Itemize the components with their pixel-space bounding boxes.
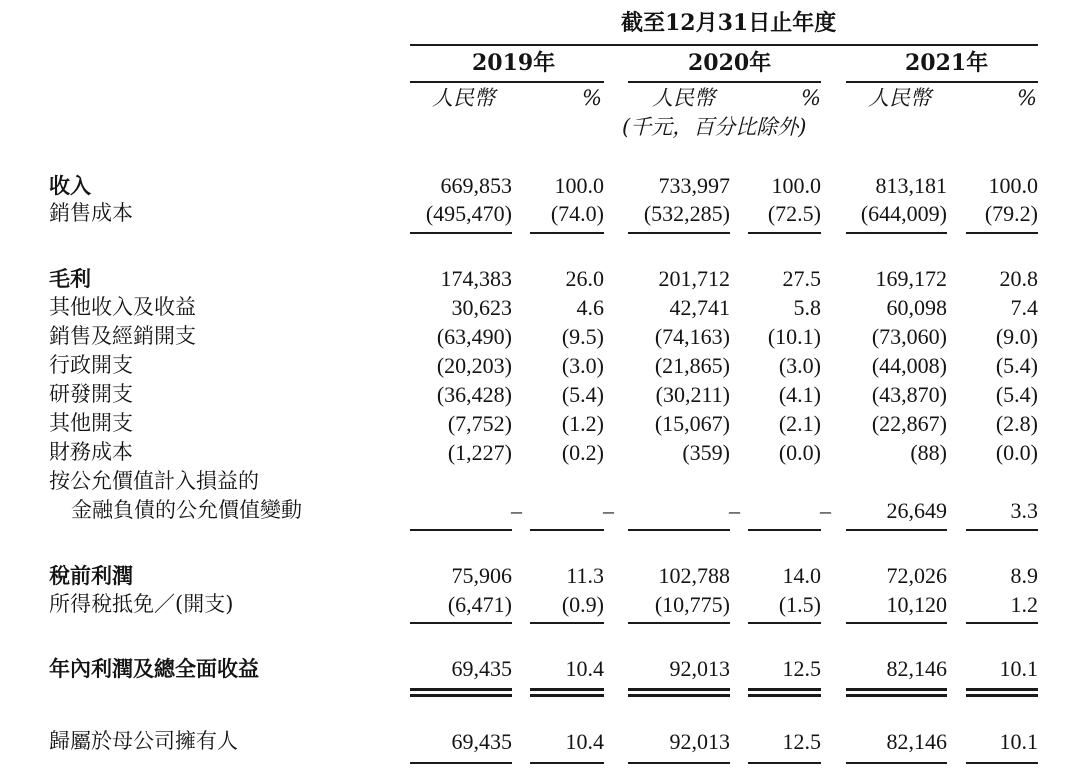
year-2019-rule (410, 81, 604, 83)
single-underline (966, 762, 1038, 764)
currency-label-2021: 人民幣 (868, 86, 931, 110)
currency-label-2019: 人民幣 (432, 86, 495, 110)
year-2021-header: 2021年 (905, 50, 989, 76)
row-value: 82,146 (886, 656, 947, 681)
double-underline (748, 688, 821, 697)
row-value: 12.5 (782, 656, 821, 681)
row-value: 174,383 (440, 266, 512, 291)
row-value: (74,163) (654, 324, 730, 349)
row-value: 3.3 (1010, 498, 1038, 523)
double-underline (846, 688, 947, 697)
row-value: 75,906 (451, 563, 512, 588)
row-value: (79.2) (984, 201, 1038, 226)
row-value: 26.0 (565, 266, 604, 291)
row-value: – (511, 498, 522, 523)
percent-label-2021: % (1017, 86, 1037, 110)
single-underline (628, 762, 730, 764)
row-value: 169,172 (875, 266, 947, 291)
row-value: (15,067) (654, 411, 730, 436)
row-value: (36,428) (436, 382, 512, 407)
row-value: (43,870) (871, 382, 947, 407)
single-underline (410, 762, 512, 764)
row-value: (30,211) (655, 382, 730, 407)
single-underline (846, 762, 947, 764)
row-value: – (603, 498, 614, 523)
row-value: 10.1 (999, 729, 1038, 754)
double-underline (530, 688, 604, 697)
row-label: 銷售及經銷開支 (49, 324, 196, 348)
row-label: 其他收入及收益 (49, 295, 196, 319)
single-underline (410, 529, 512, 531)
single-underline (530, 622, 604, 624)
row-value: (10,775) (654, 592, 730, 617)
row-value: (1.2) (561, 411, 604, 436)
row-label: 財務成本 (49, 440, 133, 464)
single-underline (966, 529, 1038, 531)
row-label: 稅前利潤 (49, 563, 133, 588)
single-underline (530, 762, 604, 764)
row-value: 30,623 (451, 295, 512, 320)
row-value: (5.4) (995, 382, 1038, 407)
row-value: 100.0 (988, 173, 1038, 198)
row-label: 其他開支 (49, 411, 133, 435)
single-underline (530, 232, 604, 234)
row-value: 201,712 (658, 266, 730, 291)
row-value: (72.5) (767, 201, 821, 226)
row-value: (495,470) (425, 201, 512, 226)
single-underline (530, 529, 604, 531)
single-underline (628, 529, 730, 531)
percent-label-2019: % (582, 86, 602, 110)
row-value: (532,285) (643, 201, 730, 226)
single-underline (628, 622, 730, 624)
row-value: 10,120 (886, 592, 947, 617)
single-underline (966, 622, 1038, 624)
row-value: 5.8 (793, 295, 821, 320)
row-value: (20,203) (436, 353, 512, 378)
row-value: (74.0) (550, 201, 604, 226)
row-value: 92,013 (669, 656, 730, 681)
header-rule (410, 44, 1038, 46)
row-value: 42,741 (669, 295, 730, 320)
row-value: (9.0) (995, 324, 1038, 349)
year-2020-header: 2020年 (688, 50, 772, 76)
row-label: 按公允價值計入損益的 (49, 469, 259, 493)
row-value: 20.8 (999, 266, 1038, 291)
row-value: (0.0) (778, 440, 821, 465)
row-value: 12.5 (782, 729, 821, 754)
row-value: 82,146 (886, 729, 947, 754)
row-value: 60,098 (886, 295, 947, 320)
row-value: (2.1) (778, 411, 821, 436)
row-label: 歸屬於母公司擁有人 (49, 729, 238, 753)
double-underline (966, 688, 1038, 697)
row-value: 92,013 (669, 729, 730, 754)
row-value: 100.0 (771, 173, 821, 198)
row-value: (7,752) (447, 411, 512, 436)
row-value: (1.5) (778, 592, 821, 617)
row-value: 11.3 (566, 563, 604, 588)
single-underline (628, 232, 730, 234)
row-value: (6,471) (447, 592, 512, 617)
row-label: 行政開支 (49, 353, 133, 377)
row-value: (2.8) (995, 411, 1038, 436)
row-value: (3.0) (778, 353, 821, 378)
row-value: (644,009) (860, 201, 947, 226)
row-value: (0.0) (995, 440, 1038, 465)
row-value: 72,026 (886, 563, 947, 588)
row-value: 10.4 (565, 656, 604, 681)
single-underline (966, 232, 1038, 234)
row-value: 813,181 (875, 173, 947, 198)
row-value: 69,435 (451, 656, 512, 681)
percent-label-2020: % (801, 86, 821, 110)
row-label: 毛利 (49, 266, 91, 291)
row-value: 10.1 (999, 656, 1038, 681)
row-value: 669,853 (440, 173, 512, 198)
row-value: (359) (682, 440, 730, 465)
row-value: (9.5) (561, 324, 604, 349)
row-value: (63,490) (436, 324, 512, 349)
row-label: 金融負債的公允價值變動 (71, 498, 302, 522)
row-value: – (729, 498, 740, 523)
single-underline (846, 622, 947, 624)
row-value: 7.4 (1010, 295, 1038, 320)
row-value: (0.9) (561, 592, 604, 617)
double-underline (410, 688, 512, 697)
row-value: (73,060) (871, 324, 947, 349)
single-underline (748, 622, 821, 624)
row-value: 1.2 (1010, 592, 1038, 617)
row-value: (88) (910, 440, 947, 465)
year-2020-rule (628, 81, 821, 83)
row-value: (10.1) (767, 324, 821, 349)
single-underline (846, 529, 947, 531)
row-value: 4.6 (576, 295, 604, 320)
row-label: 年內利潤及總全面收益 (49, 656, 259, 681)
row-value: 26,649 (886, 498, 947, 523)
currency-label-2020: 人民幣 (652, 86, 715, 110)
single-underline (846, 232, 947, 234)
row-value: (1,227) (447, 440, 512, 465)
row-label: 所得稅抵免／(開支) (49, 592, 234, 616)
row-value: (0.2) (561, 440, 604, 465)
unit-note: (千元，百分比除外) (622, 115, 807, 139)
row-value: 8.9 (1010, 563, 1038, 588)
row-value: 14.0 (782, 563, 821, 588)
year-2021-rule (846, 81, 1038, 83)
single-underline (410, 622, 512, 624)
double-underline (628, 688, 730, 697)
row-value: 10.4 (565, 729, 604, 754)
row-value: 100.0 (554, 173, 604, 198)
row-value: 733,997 (658, 173, 730, 198)
single-underline (410, 232, 512, 234)
row-value: 27.5 (782, 266, 821, 291)
year-2019-header: 2019年 (472, 50, 556, 76)
row-value: (5.4) (995, 353, 1038, 378)
row-label: 銷售成本 (49, 201, 133, 225)
single-underline (748, 232, 821, 234)
row-value: (22,867) (871, 411, 947, 436)
single-underline (748, 529, 821, 531)
row-value: 69,435 (451, 729, 512, 754)
row-label: 收入 (49, 173, 91, 198)
row-value: (44,008) (871, 353, 947, 378)
row-value: (4.1) (778, 382, 821, 407)
row-value: (3.0) (561, 353, 604, 378)
row-label: 研發開支 (49, 382, 133, 406)
row-value: (21,865) (654, 353, 730, 378)
period-header: 截至12月31日止年度 (621, 10, 837, 36)
row-value: – (820, 498, 831, 523)
single-underline (748, 762, 821, 764)
row-value: 102,788 (658, 563, 730, 588)
row-value: (5.4) (561, 382, 604, 407)
